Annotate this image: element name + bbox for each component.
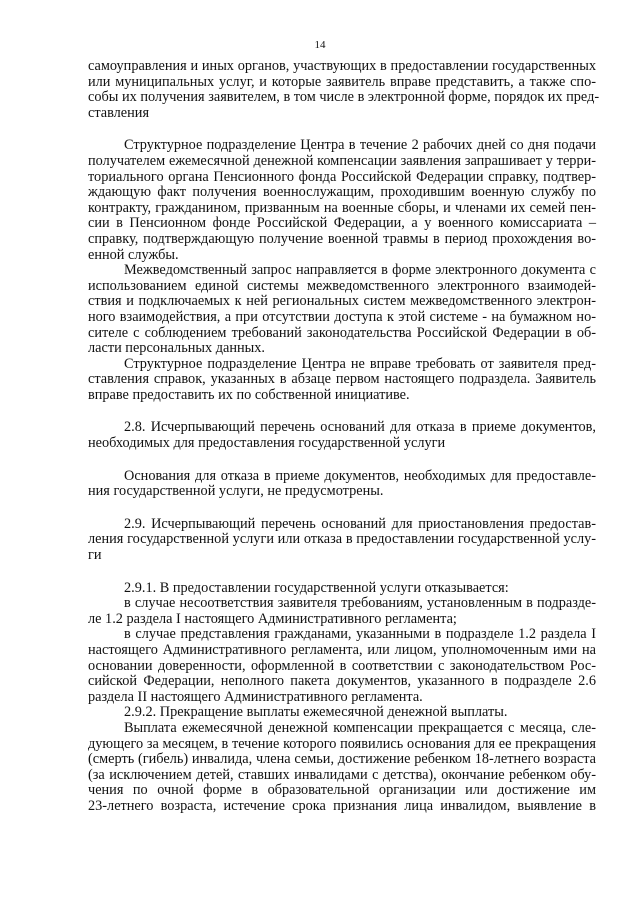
- paragraph-payment-termination: [88, 721, 596, 815]
- text-line: 2.9. Исчерпывающий перечень оснований для приостановления предостав-: [124, 515, 596, 532]
- text-line: ления государственной услуги или отказа в предоставлении государственной услу-: [88, 531, 596, 548]
- text-line: или муниципальных услуг, и которые заявитель вправе представить, а также спо-: [88, 73, 596, 90]
- text-line: получателем ежемесячной денежной компенсации заявления запрашивает у терри-: [88, 152, 596, 169]
- text-line: ле 1.2 раздела I настоящего Административного регламента;: [88, 610, 457, 627]
- text-line: дующего за месяцем, в течение которого появились основания для ее прекращения: [88, 735, 596, 752]
- text-line: ствия и подключаемых к ней региональных систем межведомственного электрон-: [88, 293, 596, 310]
- text-line: ния государственной услуги, не предусмотрены.: [88, 483, 384, 500]
- text-line: ного взаимодействия, а при отсутствии доступа к этой системе - на бумажном но-: [88, 308, 596, 325]
- text-line: сийской Федерации, неполного пакета документов, указанного в подразделе 2.6: [88, 673, 596, 690]
- text-line: чения по очной форме в образовательной организации или достижение им: [88, 782, 596, 799]
- text-line: вправе предоставить их по собственной инициативе.: [88, 386, 410, 403]
- paragraph-no-requirement: [88, 357, 596, 404]
- paragraph-incomplete-documents: [88, 627, 596, 705]
- page-body: [88, 58, 600, 815]
- text-line: 2.8. Исчерпывающий перечень оснований для отказа в приеме документов,: [124, 419, 596, 436]
- text-line: в случае представления гражданами, указанными в подразделе 1.2 раздела I: [124, 626, 596, 643]
- text-line: в случае несоответствия заявителя требованиям, установленным в подразде-: [124, 595, 596, 612]
- text-line: необходимых для предоставления государственной услуги: [88, 435, 446, 452]
- text-line: Выплата ежемесячной денежной компенсации прекращается с месяца, сле-: [124, 719, 596, 736]
- text-line: сителе с соблюдением требований законодательства Российской Федерации в об-: [88, 324, 596, 341]
- text-line: 2.9.1. В предоставлении государственной услуги отказывается:: [124, 579, 509, 596]
- text-line: ставления: [88, 104, 150, 121]
- text-line: настоящего Административного регламента, или лицом, уполномоченным ими на: [88, 642, 596, 658]
- page-number: 14: [314, 39, 326, 51]
- paragraph-continuation: [88, 58, 600, 121]
- text-line: енной службы.: [88, 246, 179, 263]
- text-line: Основания для отказа в приеме документов, необходимых для предоставле-: [124, 467, 596, 484]
- text-line: ставления справок, указанных в абзаце первом настоящего подраздела. Заявитель: [88, 371, 596, 388]
- text-line: контракту, гражданином, призванным на военные сборы, и членами их семей пен-: [88, 199, 596, 216]
- text-line: ги: [88, 547, 102, 564]
- text-line: ждающую факт получения военнослужащим, проходившим военную службу по: [88, 184, 596, 201]
- paragraph-no-refusal-grounds: [88, 469, 596, 500]
- text-line: справку, подтверждающую получение военной травмы в период прохождения во-: [88, 230, 596, 247]
- text-line: Межведомственный запрос направляется в форме электронного документа с: [124, 262, 596, 279]
- text-line: 2.9.2. Прекращение выплаты ежемесячной денежной выплаты.: [124, 704, 508, 721]
- paragraph-pension-fund-request: [88, 138, 596, 263]
- text-line: (за исключением детей, ставших инвалидами с детства), окончание ребенком обу-: [88, 766, 596, 783]
- text-line: (смерть (гибель) инвалида, члена семьи, достижение ребенком 18-летнего возраста: [88, 751, 596, 768]
- paragraph-noncompliance: [88, 596, 596, 627]
- paragraph-interagency-request: [88, 263, 596, 357]
- text-line: самоуправления и иных органов, участвующих в предоставлении государственных: [88, 58, 596, 74]
- text-line: использованием единой системы межведомственного электронного взаимодей-: [88, 277, 596, 294]
- text-line: ториального органа Пенсионного фонда Российской Федерации справку, подтвер-: [88, 168, 596, 185]
- section-heading-2-9: [88, 517, 596, 564]
- text-line: Структурное подразделение Центра не вправе требовать от заявителя пред-: [124, 355, 596, 372]
- text-line: основании доверенности, оформленной в соответствии с законодательством Рос-: [88, 657, 596, 674]
- text-line: Структурное подразделение Центра в течение 2 рабочих дней со дня подачи: [124, 137, 596, 154]
- subsection-2-9-2: [88, 705, 596, 721]
- text-line: собы их получения заявителем, в том числе в электронной форме, порядок их пред-: [88, 89, 600, 106]
- section-heading-2-8: [88, 420, 596, 451]
- text-line: сии в Пенсионном фонде Российской Федерации, а у военного комиссариата –: [88, 215, 596, 232]
- text-line: 23-летнего возраста, истечение срока признания лица инвалидом, выявление в: [88, 797, 596, 814]
- text-line: ласти персональных данных.: [88, 340, 265, 357]
- subsection-2-9-1: [88, 581, 596, 597]
- text-line: раздела II настоящего Административного регламента.: [88, 688, 423, 705]
